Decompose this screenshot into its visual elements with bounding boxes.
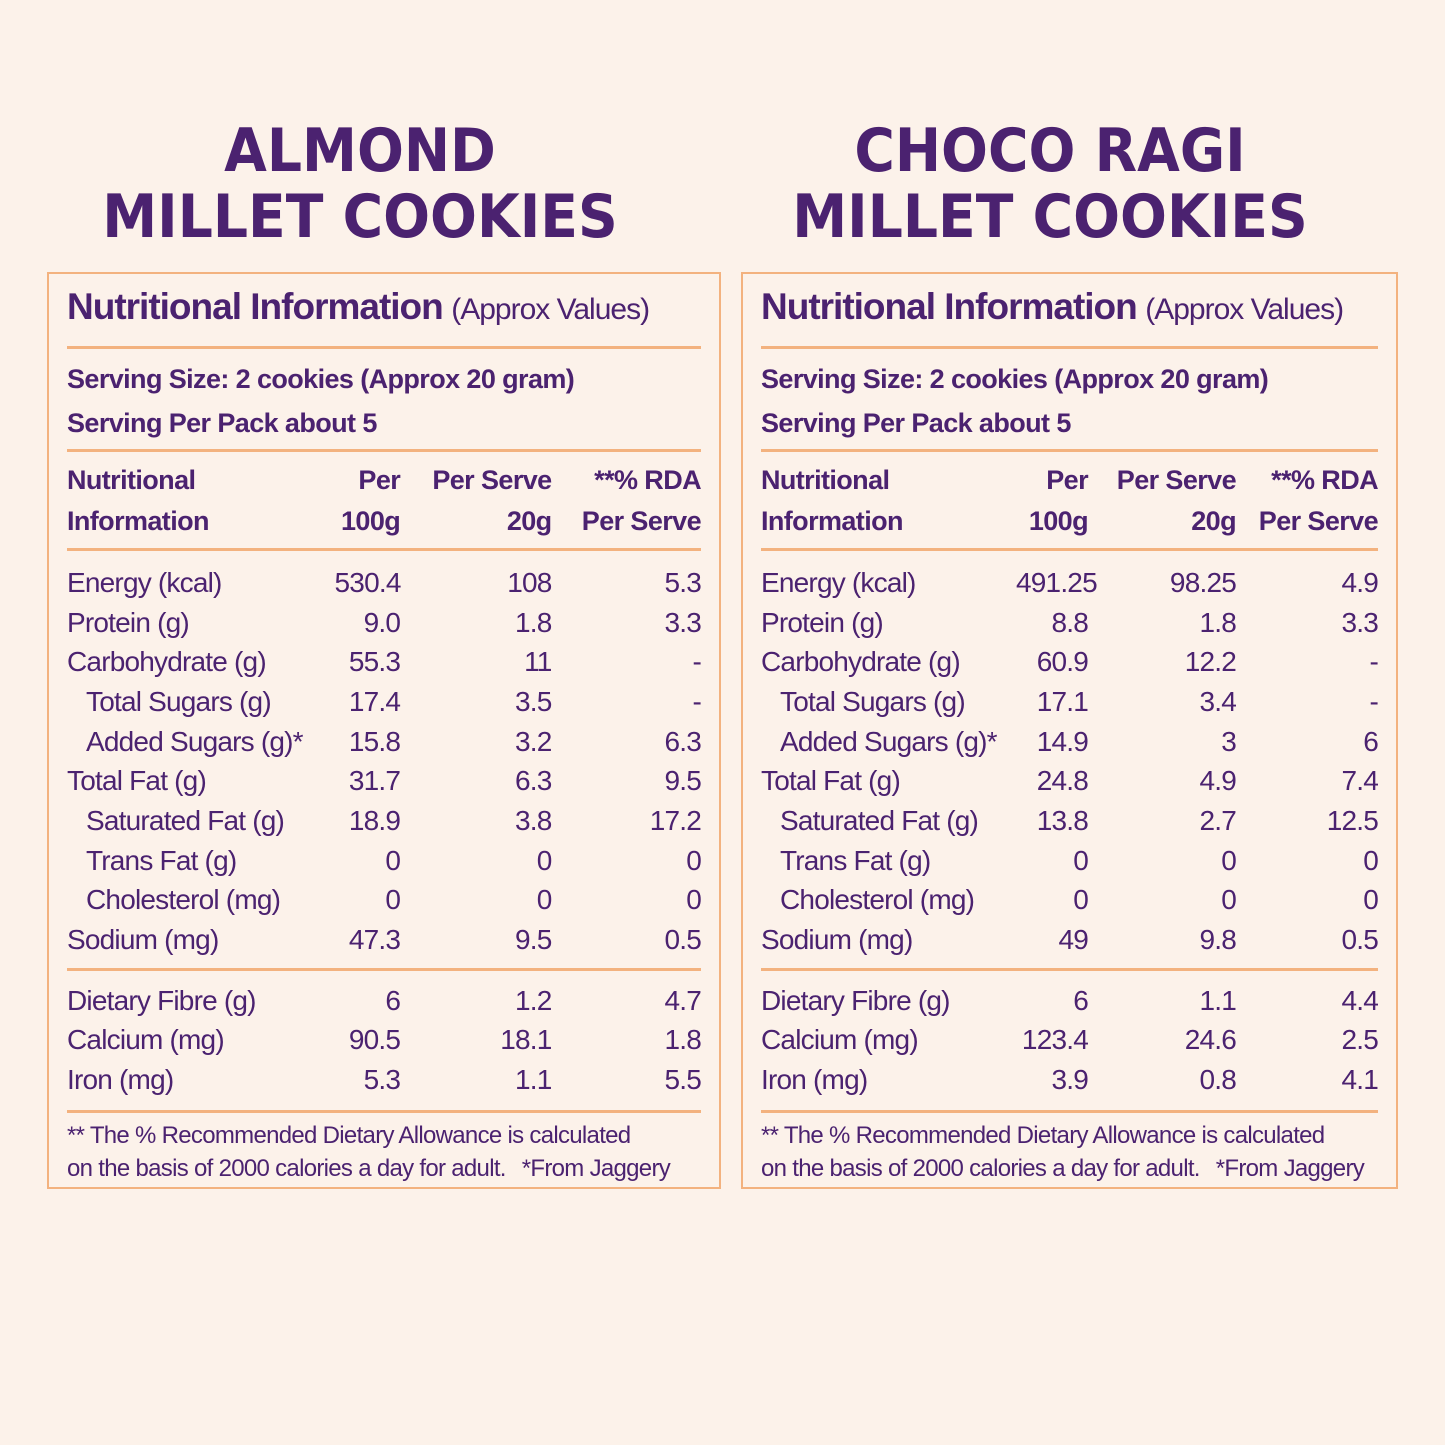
value-per-100g: 8.8	[1051, 606, 1088, 638]
value-rda: 0	[686, 844, 701, 876]
value-per-100g: 5.3	[335, 1060, 401, 1111]
column-header-per-serve: Per Serve 20g	[400, 452, 551, 550]
nutrient-name: Carbohydrate (g)	[761, 646, 960, 678]
value-per-100g: 0	[1073, 884, 1088, 916]
nutrient-name: Dietary Fibre (g)	[67, 984, 256, 1016]
value-per-serve: 3.4	[1199, 685, 1236, 717]
value-per-100g: 49	[1016, 920, 1088, 969]
nutrient-name: Cholesterol (mg)	[780, 884, 975, 916]
value-per-100g: 530.4	[334, 566, 401, 598]
column-header-per-serve: Per Serve 20g	[1088, 452, 1236, 550]
table-row	[67, 881, 701, 921]
value-per-serve: 1.2	[515, 984, 552, 1016]
value-per-serve: 3.5	[515, 685, 552, 717]
table-header-row	[67, 452, 701, 550]
nutrient-name: Carbohydrate (g)	[67, 646, 266, 678]
value-per-serve: 4.9	[1199, 765, 1236, 797]
panel-heading-title: Nutritional Information	[67, 286, 443, 327]
nutrient-name: Cholesterol (mg)	[86, 884, 281, 916]
table-row	[67, 801, 701, 841]
value-per-100g: 18.9	[348, 804, 401, 836]
value-rda: 0.5	[552, 920, 701, 969]
value-per-100g: 17.4	[348, 685, 401, 717]
column-header-rda: **% RDA Per Serve	[552, 452, 701, 550]
nutrition-panel-choco-ragi	[741, 272, 1398, 1189]
nutrient-name: Iron (mg)	[761, 1060, 1016, 1111]
value-per-serve: 1.8	[515, 606, 552, 638]
serving-size: Serving Size: 2 cookies (Approx 20 gram)	[761, 364, 1269, 394]
value-per-serve: 1.1	[400, 1060, 551, 1111]
table-row	[67, 550, 701, 603]
table-row	[67, 1060, 701, 1111]
table-row	[761, 1060, 1378, 1111]
value-per-100g: 55.3	[348, 646, 401, 678]
value-rda: 4.4	[1341, 984, 1378, 1016]
nutrition-rows	[67, 550, 701, 1112]
value-per-100g: 14.9	[1036, 725, 1088, 757]
table-row	[761, 642, 1378, 682]
value-rda: 6.3	[664, 725, 701, 757]
nutrient-name: Total Fat (g)	[761, 765, 900, 797]
table-header-row	[761, 452, 1378, 550]
table-row	[761, 1021, 1378, 1061]
value-per-serve: 11	[524, 646, 552, 678]
value-rda: 3.3	[664, 606, 701, 638]
value-rda: 5.3	[664, 566, 701, 598]
value-rda: 4.9	[1341, 566, 1378, 598]
nutrient-name: Dietary Fibre (g)	[761, 984, 950, 1016]
column-header-rda: **% RDA Per Serve	[1236, 452, 1378, 550]
footnote-line2: on the basis of 2000 calories a day for adult. *From Jaggery	[761, 1154, 1365, 1182]
value-per-100g: 15.8	[348, 725, 401, 757]
product-title-choco-ragi	[774, 118, 1326, 250]
nutrient-name: Protein (g)	[761, 606, 883, 638]
footnote-jaggery: *From Jaggery	[1215, 1154, 1365, 1182]
nutrient-name: Calcium (mg)	[761, 1024, 918, 1056]
value-per-100g: 60.9	[1036, 646, 1088, 678]
table-row	[761, 881, 1378, 921]
table-row	[67, 761, 701, 801]
value-rda: -	[1369, 646, 1378, 678]
value-rda: 0	[1363, 884, 1378, 916]
nutrition-table	[67, 452, 701, 1113]
footnote	[67, 1113, 701, 1185]
table-row	[761, 722, 1378, 762]
column-header-nutrient: Nutritional Information	[761, 452, 1016, 550]
table-row	[67, 920, 701, 969]
panel-heading	[761, 274, 1378, 349]
nutrient-name: Trans Fat (g)	[86, 844, 237, 876]
value-per-serve: 0.8	[1088, 1060, 1236, 1111]
value-rda: -	[692, 685, 701, 717]
nutrient-name: Protein (g)	[67, 606, 189, 638]
column-header-per-100g: Per 100g	[335, 452, 401, 550]
panel-heading-note: (Approx Values)	[1145, 293, 1344, 326]
value-per-serve: 0	[1221, 884, 1236, 916]
table-row	[761, 761, 1378, 801]
column-header-nutrient: Nutritional Information	[67, 452, 335, 550]
nutrient-name: Trans Fat (g)	[780, 844, 931, 876]
value-rda: 7.4	[1341, 765, 1378, 797]
servings-per-pack: Serving Per Pack about 5	[761, 408, 1071, 438]
table-row	[761, 603, 1378, 643]
nutrient-name: Sodium (mg)	[67, 920, 335, 969]
product-title-almond	[84, 118, 636, 250]
servings-per-pack: Serving Per Pack about 5	[67, 408, 377, 438]
value-per-serve: 1.8	[1199, 606, 1236, 638]
value-per-100g: 47.3	[335, 920, 401, 969]
value-per-serve: 98.25	[1169, 566, 1236, 598]
value-per-serve: 0	[1221, 844, 1236, 876]
nutrient-name: Total Fat (g)	[67, 765, 206, 797]
value-rda: 0	[1363, 844, 1378, 876]
value-rda: 5.5	[552, 1060, 701, 1111]
value-per-100g: 491.25	[1016, 566, 1097, 598]
panel-heading	[67, 274, 701, 349]
footnote-line2: on the basis of 2000 calories a day for adult. *From Jaggery	[67, 1154, 671, 1182]
value-rda: 1.8	[664, 1024, 701, 1056]
nutrient-name: Sodium (mg)	[761, 920, 1016, 969]
footnote-line1: ** The % Recommended Dietary Allowance is calculated	[761, 1121, 1325, 1149]
footnote-line1: ** The % Recommended Dietary Allowance is calculated	[67, 1121, 631, 1149]
table-row	[67, 682, 701, 722]
table-row	[761, 841, 1378, 881]
footnote	[761, 1113, 1378, 1185]
nutrient-name: Iron (mg)	[67, 1060, 335, 1111]
value-rda: 0	[686, 884, 701, 916]
nutrient-name: Total Sugars (g)	[780, 685, 965, 717]
value-rda: 4.7	[664, 984, 701, 1016]
value-rda: 6	[1363, 725, 1378, 757]
nutrition-table	[761, 452, 1378, 1113]
nutrition-rows	[761, 550, 1378, 1112]
value-rda: -	[1369, 685, 1378, 717]
panel-heading-note: (Approx Values)	[451, 293, 650, 326]
value-rda: 12.5	[1326, 804, 1378, 836]
table-row	[67, 841, 701, 881]
product-title-line2: MILLET COOKIES	[102, 182, 618, 252]
product-title-line1: CHOCO RAGI	[854, 116, 1246, 186]
value-per-serve: 3.2	[515, 725, 552, 757]
nutrient-name: Total Sugars (g)	[86, 685, 271, 717]
value-per-100g: 90.5	[348, 1024, 401, 1056]
value-per-serve: 108	[507, 566, 552, 598]
value-rda: 4.1	[1236, 1060, 1378, 1111]
column-header-per-100g: Per 100g	[1016, 452, 1088, 550]
value-per-100g: 9.0	[363, 606, 401, 638]
table-row	[761, 969, 1378, 1020]
value-rda: 2.5	[1341, 1024, 1378, 1056]
value-rda: 17.2	[649, 804, 701, 836]
value-per-serve: 2.7	[1199, 804, 1236, 836]
product-title-line2: MILLET COOKIES	[792, 182, 1308, 252]
value-per-100g: 6	[1073, 984, 1088, 1016]
value-rda: -	[692, 646, 701, 678]
value-per-serve: 0	[536, 884, 552, 916]
product-title-line1: ALMOND	[224, 116, 496, 186]
value-per-serve: 24.6	[1184, 1024, 1236, 1056]
nutrient-name: Added Sugars (g)*	[86, 725, 303, 757]
value-per-100g: 6	[385, 984, 401, 1016]
table-row	[67, 603, 701, 643]
nutrient-name: Added Sugars (g)*	[780, 725, 997, 757]
table-row	[67, 722, 701, 762]
value-per-100g: 123.4	[1021, 1024, 1088, 1056]
table-row	[67, 1021, 701, 1061]
serving-size: Serving Size: 2 cookies (Approx 20 gram)	[67, 364, 575, 394]
value-per-100g: 0	[1073, 844, 1088, 876]
value-per-serve: 6.3	[515, 765, 552, 797]
table-row	[761, 550, 1378, 603]
serving-info	[761, 349, 1378, 452]
value-per-serve: 0	[536, 844, 552, 876]
nutrient-name: Energy (kcal)	[67, 566, 222, 598]
panel-heading-title: Nutritional Information	[761, 286, 1137, 327]
value-per-100g: 13.8	[1036, 804, 1088, 836]
nutrient-name: Saturated Fat (g)	[86, 804, 285, 836]
value-per-100g: 3.9	[1016, 1060, 1088, 1111]
value-per-serve: 9.8	[1088, 920, 1236, 969]
value-per-serve: 12.2	[1184, 646, 1236, 678]
value-per-100g: 24.8	[1036, 765, 1088, 797]
table-row	[67, 642, 701, 682]
value-rda: 0.5	[1236, 920, 1378, 969]
table-row	[67, 969, 701, 1020]
value-per-serve: 9.5	[400, 920, 551, 969]
serving-info	[67, 349, 701, 452]
value-per-serve: 18.1	[500, 1024, 552, 1056]
nutrient-name: Saturated Fat (g)	[780, 804, 979, 836]
value-per-100g: 0	[385, 844, 401, 876]
value-rda: 3.3	[1341, 606, 1378, 638]
value-per-100g: 31.7	[348, 765, 401, 797]
value-per-100g: 17.1	[1036, 685, 1088, 717]
table-row	[761, 682, 1378, 722]
value-per-serve: 1.1	[1199, 984, 1236, 1016]
table-row	[761, 801, 1378, 841]
value-per-serve: 3.8	[515, 804, 552, 836]
nutrient-name: Energy (kcal)	[761, 566, 916, 598]
value-per-100g: 0	[385, 884, 401, 916]
value-per-serve: 3	[1221, 725, 1236, 757]
nutrient-name: Calcium (mg)	[67, 1024, 224, 1056]
table-row	[761, 920, 1378, 969]
nutrition-panel-almond	[47, 272, 721, 1189]
footnote-jaggery: *From Jaggery	[521, 1154, 671, 1182]
value-rda: 9.5	[664, 765, 701, 797]
